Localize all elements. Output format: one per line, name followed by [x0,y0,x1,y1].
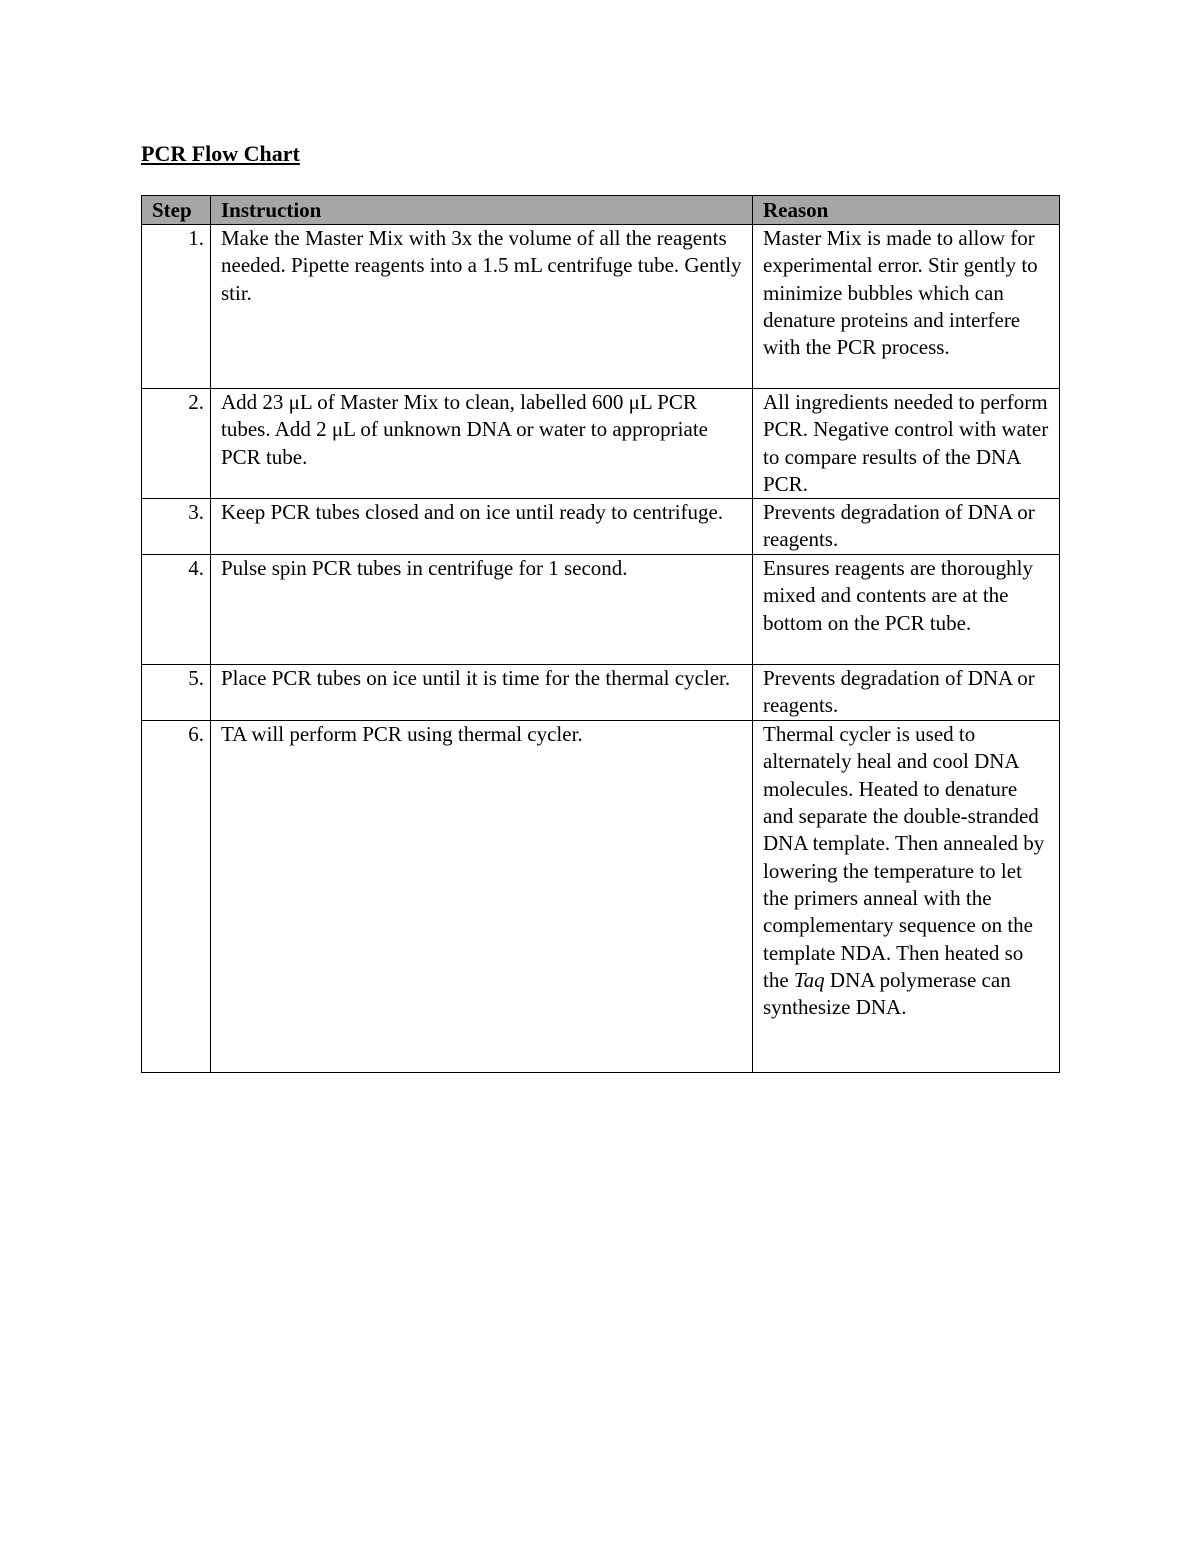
table-row [142,555,1060,665]
reason-cell: All ingredients needed to perform PCR. Negative control with water to compare results of the DNA PCR. [753,389,1060,499]
reason-italic-term: Taq [793,967,825,992]
header-instruction: Instruction [211,196,753,225]
step-number: 1. [142,225,211,389]
instruction-cell: Keep PCR tubes closed and on ice until ready to centrifuge. [211,499,753,555]
step-number: 5. [142,665,211,721]
header-step: Step [142,196,211,225]
page-title: PCR Flow Chart [141,141,300,166]
reason-text-part: Thermal cycler is used to alternately heal and cool DNA molecules. Heated to denature and separate the double-stranded DNA template. Then annealed by lowering the temperature to let the primers anneal with the complementary sequence on the template NDA. Then heated so the [763,722,1045,992]
reason-cell: Prevents degradation of DNA or reagents. [753,665,1060,721]
reason-cell: Prevents degradation of DNA or reagents. [753,499,1060,555]
step-number: 6. [142,721,211,1073]
pcr-steps-table [141,195,1060,1073]
instruction-cell: Place PCR tubes on ice until it is time for the thermal cycler. [211,665,753,721]
instruction-cell: Add 23 μL of Master Mix to clean, labelled 600 μL PCR tubes. Add 2 μL of unknown DNA or water to appropriate PCR tube. [211,389,753,499]
step-number: 3. [142,499,211,555]
reason-cell [753,721,1060,1073]
table-header-row [142,196,1060,225]
table-row [142,665,1060,721]
table-row [142,225,1060,389]
reason-cell: Ensures reagents are thoroughly mixed and contents are at the bottom on the PCR tube. [753,555,1060,665]
table-row [142,389,1060,499]
instruction-cell: TA will perform PCR using thermal cycler. [211,721,753,1073]
header-reason: Reason [753,196,1060,225]
table-row [142,721,1060,1073]
instruction-cell: Pulse spin PCR tubes in centrifuge for 1 second. [211,555,753,665]
reason-text-part: DNA polymerase can synthesize DNA. [763,967,1011,1020]
table-row [142,499,1060,555]
step-number: 4. [142,555,211,665]
instruction-cell: Make the Master Mix with 3x the volume of all the reagents needed. Pipette reagents into a 1.5 mL centrifuge tube. Gently stir. [211,225,753,389]
reason-cell: Master Mix is made to allow for experimental error. Stir gently to minimize bubbles which can denature proteins and interfere with the PCR process. [753,225,1060,389]
step-number: 2. [142,389,211,499]
